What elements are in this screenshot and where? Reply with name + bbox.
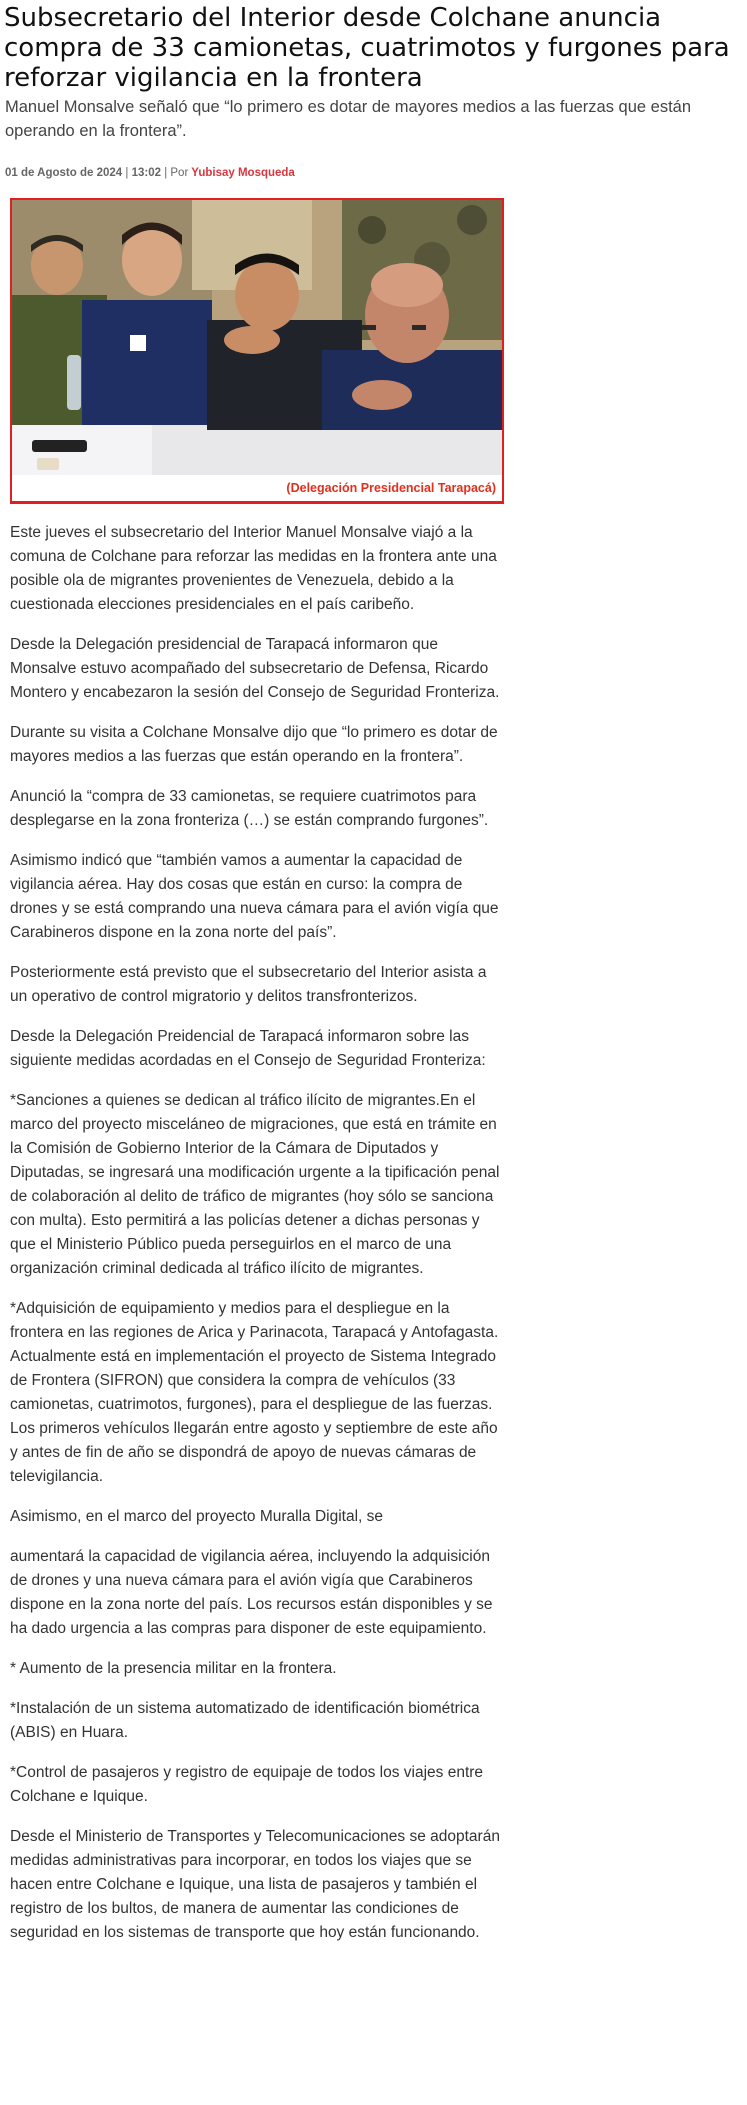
meta-separator: | bbox=[125, 167, 132, 179]
article-subtitle: Manuel Monsalve señaló que “lo primero es dotar de mayores medios a las fuerzas que están operando en la frontera”. bbox=[5, 98, 692, 140]
publish-time: 13:02 bbox=[131, 167, 161, 179]
by-label: Por bbox=[170, 167, 189, 179]
article-paragraph: *Instalación de un sistema automatizado de identificación biométrica (ABIS) en Huara. bbox=[10, 1700, 480, 1741]
article-paragraph: Desde la Delegación Preidencial de Tarapacá informaron sobre las siguiente medidas acordadas en el Consejo de Seguridad Fronteriza: bbox=[10, 1028, 486, 1069]
article-paragraph: * Aumento de la presencia militar en la frontera. bbox=[10, 1660, 337, 1677]
article-photo bbox=[10, 198, 504, 504]
article-meta bbox=[5, 167, 295, 179]
article-paragraph: *Adquisición de equipamiento y medios para el despliegue en la frontera en las regiones de Arica y Parinacota, Tarapacá y Antofagasta. Actualmente está en implementación el proyecto de Sistema Integrado de Frontera (SIFRON) que considera la compra de vehículos (33 camionetas, cuatrimotos, furgones), para el despliegue de las fuerzas. Los primeros vehículos llegarán entre agosto y septiembre de este año y antes de fin de año se dispondrá de apoyo de nuevas cámaras de televigilancia. bbox=[10, 1300, 499, 1485]
article-paragraph: Este jueves el subsecretario del Interior Manuel Monsalve viajó a la comuna de Colchane para reforzar las medidas en la frontera ante una posible ola de migrantes provenientes de Venezuela, debido a la cuestionada elecciones presidenciales en el país caribeño. bbox=[10, 524, 497, 613]
image-caption: (Delegación Presidencial Tarapacá) bbox=[286, 481, 496, 495]
article-paragraph: Asimismo, en el marco del proyecto Muralla Digital, se bbox=[10, 1508, 383, 1525]
article-paragraph: *Sanciones a quienes se dedican al tráfico ilícito de migrantes.En el marco del proyecto misceláneo de migraciones, que está en trámite en la Comisión de Gobierno Interior de la Cámara de Diputados y Diputadas, se ingresará una modificación urgente a la tipificación penal de colaboración al delito de tráfico de migrantes (hoy sólo se sanciona con multa). Esto permitirá a las policías detener a dichas personas y que el Ministerio Público pueda perseguirlos en el marco de una organización criminal dedicada al tráfico ilícito de migrantes. bbox=[10, 1092, 500, 1277]
article-paragraph: Anunció la “compra de 33 camionetas, se requiere cuatrimotos para desplegarse en la zona fronteriza (…) se están comprando furgones”. bbox=[10, 788, 489, 829]
meta-separator: | bbox=[164, 167, 171, 179]
article-paragraph: Desde la Delegación presidencial de Tarapacá informaron que Monsalve estuvo acompañado del subsecretario de Defensa, Ricardo Montero y encabezaron la sesión del Consejo de Seguridad Fronteriza. bbox=[10, 636, 500, 701]
author-link[interactable]: Yubisay Mosqueda bbox=[191, 167, 295, 179]
article-paragraph: *Control de pasajeros y registro de equipaje de todos los viajes entre Colchane e Iquique. bbox=[10, 1764, 484, 1805]
article-title: Subsecretario del Interior desde Colchane anuncia compra de 33 camionetas, cuatrimotos y furgones para reforzar vigilancia en la frontera bbox=[4, 3, 730, 93]
article-paragraph: Asimismo indicó que “también vamos a aumentar la capacidad de vigilancia aérea. Hay dos cosas que están en curso: la compra de drones y se está comprando una nueva cámara para el avión vigía que Carabineros dispone en la zona norte del país”. bbox=[10, 852, 499, 941]
article-paragraph: Durante su visita a Colchane Monsalve dijo que “lo primero es dotar de mayores medios a las fuerzas que están operando en la frontera”. bbox=[10, 724, 498, 765]
article-paragraph: Posteriormente está previsto que el subsecretario del Interior asista a un operativo de control migratorio y delitos transfronterizos. bbox=[10, 964, 487, 1005]
meeting-photo-illustration bbox=[12, 200, 502, 475]
article-body bbox=[10, 521, 506, 1961]
publish-date: 01 de Agosto de 2024 bbox=[5, 167, 123, 179]
article-paragraph: aumentará la capacidad de vigilancia aérea, incluyendo la adquisición de drones y una nueva cámara para el avión vigía que Carabineros dispone en la zona norte del país. Los recursos están disponibles y se ha dado urgencia a las compras para disponer de este equipamiento. bbox=[10, 1548, 493, 1637]
article-paragraph: Desde el Ministerio de Transportes y Telecomunicaciones se adoptarán medidas administrativas para incorporar, en todos los viajes que se hacen entre Colchane e Iquique, una lista de pasajeros y también el registro de los bultos, de manera de aumentar las condiciones de seguridad en los sistemas de transporte que hoy están funcionando. bbox=[10, 1828, 500, 1941]
